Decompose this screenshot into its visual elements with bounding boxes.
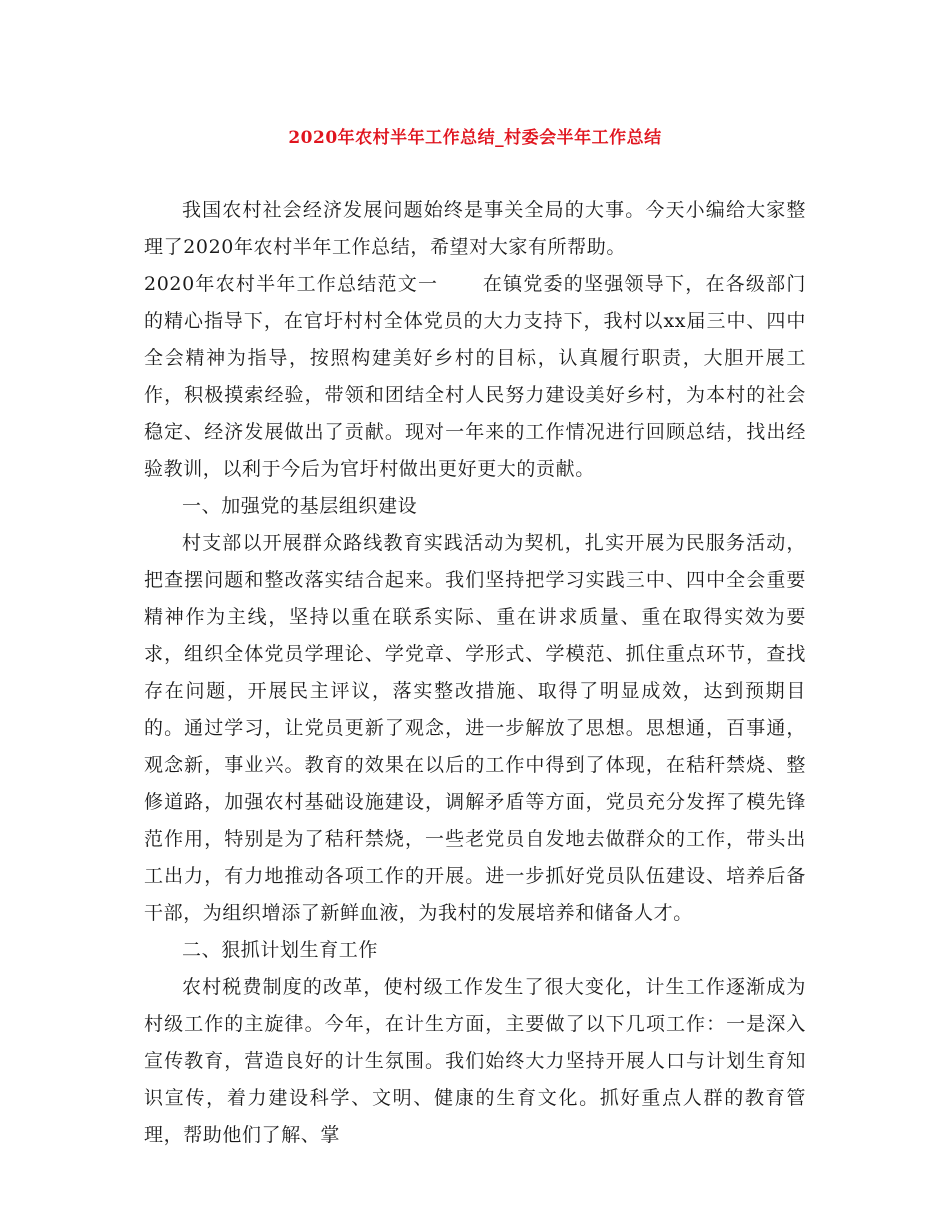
document-title: 2020年农村半年工作总结_村委会半年工作总结 [288,128,662,148]
intro-paragraph: 我国农村社会经济发展问题始终是事关全局的大事。今天小编给大家整理了2020年农村半年工作总结，希望对大家有所帮助。 [144,199,806,258]
section-paragraph-1: 村支部以开展群众路线教育实践活动为契机，扎实开展为民服务活动，把查摆问题和整改落实结合起来。我们坚持把学习实践三中、四中全会重要精神作为主线，坚持以重在联系实际、重在讲求质量、重在取得实效为要求，组织全体党员学理论、学党章、学形式、学模范、抓住重点环节，查找存在问题，开展民主评议，落实整改措施、取得了明显成效，达到预期目的。通过学习，让党员更新了观念，进一步解放了思想。思想通，百事通，观念新，事业兴。教育的效果在以后的工作中得到了体现，在秸秆禁烧、整修道路，加强农村基础设施建设，调解矛盾等方面，党员充分发挥了模先锋范作用，特别是为了秸秆禁烧，一些老党员自发地去做群众的工作，带头出工出力，有力地推动各项工作的开展。进一步抓好党员队伍建设、培养后备干部，为组织增添了新鲜血液，为我村的发展培养和储备人才。 [144,532,806,924]
section-paragraph-2: 农村税费制度的改革，使村级工作发生了很大变化，计生工作逐渐成为村级工作的主旋律。今年，在计生方面，主要做了以下几项工作：一是深入宣传教育，营造良好的计生氛围。我们始终大力坚持开展人口与计划生育知识宣传，着力建设科学、文明、健康的生育文化。抓好重点人群的教育管理，帮助他们了解、掌 [144,976,806,1146]
sample-text: 在镇党委的坚强领导下，在各级部门的精心指导下，在官圩村村全体党员的大力支持下，我村以xx届三中、四中全会精神为指导，按照构建美好乡村的目标，认真履行职责，大胆开展工作，积极摸索经验，带领和团结全村人民努力建设美好乡村，为本村的社会稳定、经济发展做出了贡献。现对一年来的工作情况进行回顾总结，找出经验教训，以利于今后为官圩村做出更好更大的贡献。 [144,273,806,480]
section-heading-2: 二、狠抓计划生育工作 [182,939,379,961]
section-heading-1: 一、加强党的基层组织建设 [182,495,418,517]
sample-label: 2020年农村半年工作总结范文一 [144,273,439,295]
sample-paragraph [144,266,806,488]
document-body [144,192,806,1154]
